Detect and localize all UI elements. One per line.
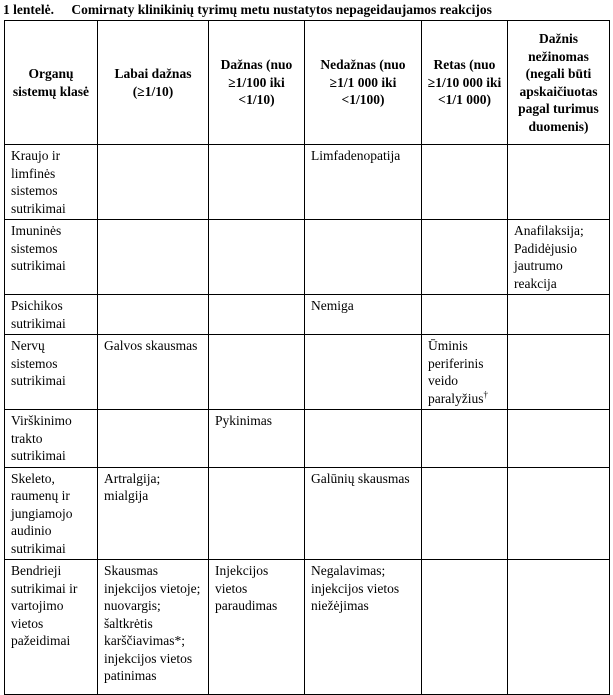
cell-unknown bbox=[508, 145, 610, 220]
cell-unknown bbox=[508, 560, 610, 695]
table-number: 1 lentelė. bbox=[3, 2, 54, 17]
cell-rare bbox=[422, 410, 508, 468]
cell-uncommon: Nemiga bbox=[305, 295, 422, 335]
header-row bbox=[5, 21, 610, 145]
cell-unknown bbox=[508, 295, 610, 335]
cell-very-common: Galvos skausmas bbox=[98, 335, 209, 410]
cell-uncommon bbox=[305, 220, 422, 295]
cell-common bbox=[209, 335, 305, 410]
table-row bbox=[5, 560, 610, 695]
adverse-reactions-table bbox=[4, 20, 610, 695]
header-soc: Organų sistemų klasė bbox=[5, 21, 98, 145]
cell-uncommon: Limfadenopatija bbox=[305, 145, 422, 220]
cell-very-common bbox=[98, 410, 209, 468]
table-row bbox=[5, 145, 610, 220]
cell-very-common: Artralgija; mialgija bbox=[98, 467, 209, 560]
cell-unknown: Anafilaksija; Padidėjusio jautrumo reakcija bbox=[508, 220, 610, 295]
table-row bbox=[5, 410, 610, 468]
cell-soc: Virškinimo trakto sutrikimai bbox=[5, 410, 98, 468]
header-common: Dažnas (nuo ≥1/100 iki <1/10) bbox=[209, 21, 305, 145]
header-very-common: Labai dažnas (≥1/10) bbox=[98, 21, 209, 145]
cell-soc: Psichikos sutrikimai bbox=[5, 295, 98, 335]
cell-soc: Skeleto, raumenų ir jungiamojo audinio sutrikimai bbox=[5, 467, 98, 560]
cell-uncommon: Negalavimas; injekcijos vietos niežėjimas bbox=[305, 560, 422, 695]
cell-uncommon bbox=[305, 410, 422, 468]
cell-very-common bbox=[98, 145, 209, 220]
cell-rare bbox=[422, 295, 508, 335]
cell-unknown bbox=[508, 335, 610, 410]
cell-common bbox=[209, 467, 305, 560]
cell-uncommon bbox=[305, 335, 422, 410]
table-title: Comirnaty klinikinių tyrimų metu nustatytos nepageidaujamos reakcijos bbox=[71, 2, 492, 17]
cell-common: Injekcijos vietos paraudimas bbox=[209, 560, 305, 695]
cell-rare bbox=[422, 467, 508, 560]
header-rare: Retas (nuo ≥1/10 000 iki <1/1 000) bbox=[422, 21, 508, 145]
cell-rare bbox=[422, 220, 508, 295]
cell-soc: Nervų sistemos sutrikimai bbox=[5, 335, 98, 410]
header-unknown: Dažnis nežinomas (negali būti apskaičiuotas pagal turimus duomenis) bbox=[508, 21, 610, 145]
cell-common: Pykinimas bbox=[209, 410, 305, 468]
header-uncommon: Nedažnas (nuo ≥1/1 000 iki <1/100) bbox=[305, 21, 422, 145]
dagger-footnote-mark: † bbox=[483, 389, 488, 399]
cell-soc: Imuninės sistemos sutrikimai bbox=[5, 220, 98, 295]
table-row bbox=[5, 335, 610, 410]
cell-rare: Ūminis periferinis veido paralyžius† bbox=[422, 335, 508, 410]
table-row bbox=[5, 295, 610, 335]
cell-common bbox=[209, 220, 305, 295]
cell-very-common: Skausmas injekcijos vietoje; nuovargis; šaltkrėtis karščiavimas*; injekcijos vietos patinimas bbox=[98, 560, 209, 695]
cell-rare bbox=[422, 560, 508, 695]
table-row bbox=[5, 220, 610, 295]
cell-soc: Bendrieji sutrikimai ir vartojimo vietos pažeidimai bbox=[5, 560, 98, 695]
cell-soc: Kraujo ir limfinės sistemos sutrikimai bbox=[5, 145, 98, 220]
cell-unknown bbox=[508, 410, 610, 468]
table-row bbox=[5, 467, 610, 560]
cell-unknown bbox=[508, 467, 610, 560]
cell-common bbox=[209, 295, 305, 335]
cell-very-common bbox=[98, 220, 209, 295]
cell-uncommon: Galūnių skausmas bbox=[305, 467, 422, 560]
cell-very-common bbox=[98, 295, 209, 335]
cell-common bbox=[209, 145, 305, 220]
table-caption bbox=[3, 2, 492, 18]
cell-rare bbox=[422, 145, 508, 220]
